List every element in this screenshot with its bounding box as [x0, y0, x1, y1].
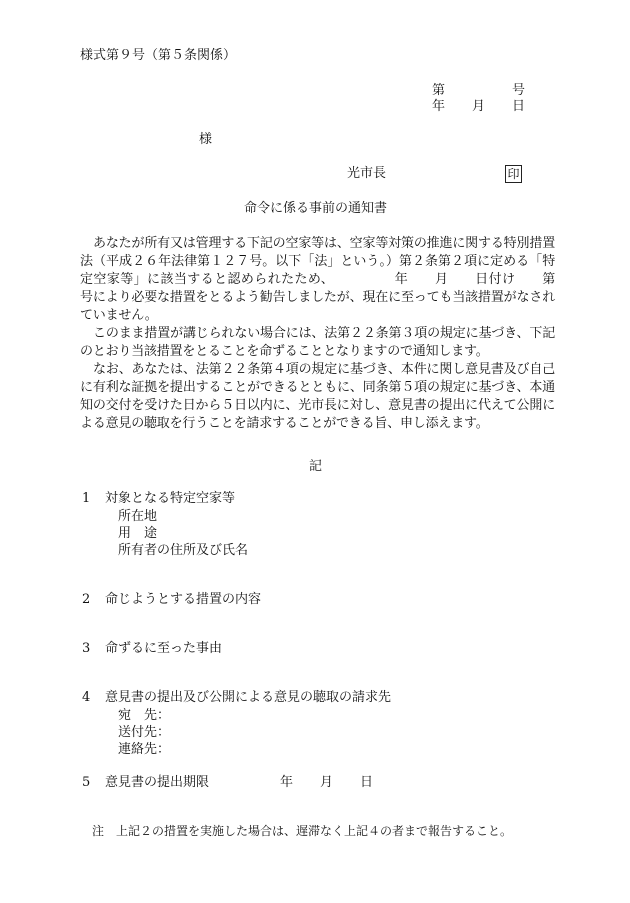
- section-3-title: 命ずるに至った事由: [105, 641, 223, 656]
- section-5-year: 年: [280, 775, 294, 790]
- note-text: 上記２の措置を実施した場合は、遅滞なく上記４の者まで報告すること。: [116, 824, 513, 838]
- section-1-item-usage: 用 途: [118, 526, 158, 541]
- date-month: 月: [472, 99, 486, 114]
- section-5-number: 5: [82, 775, 91, 790]
- section-5-month: 月: [320, 775, 334, 790]
- body-paragraph-1: あなたが所有又は管理する下記の空家等は、空家等対策の推進に関する特別措置法（平成２６年法律第１２７号。以下「法」という。）第２条第２項に定める「特定空家等」に該当すると認められたため、 年 月 日付け 第 号により必要な措置をとるよう勧告しましたが、現在に至っても当該措置がなされていません。: [80, 236, 607, 323]
- form-number: 様式第９号（第５条関係）: [80, 48, 237, 63]
- section-2-number: 2: [82, 592, 91, 607]
- section-1-item-owner: 所有者の住所及び氏名: [118, 543, 249, 558]
- section-2-title: 命じようとする措置の内容: [105, 592, 262, 607]
- section-4-item-contact: 連絡先：: [118, 742, 171, 757]
- addressee-suffix: 様: [199, 132, 213, 147]
- section-4-title: 意見書の提出及び公開による意見の聴取の請求先: [105, 690, 392, 705]
- section-4-number: 4: [82, 690, 91, 705]
- body-paragraph-2: このまま措置が講じられない場合には、法第２２条第３項の規定に基づき、下記のとおり当該措置をとることを命ずることとなりますので通知します。: [80, 326, 555, 359]
- page-title: 命令に係る事前の通知書: [244, 201, 388, 216]
- section-4-item-send-to: 送付先：: [118, 725, 171, 740]
- body-paragraph-3: なお、あなたは、法第２２条第４項の規定に基づき、本件に関し意見書及び自己に有利な証拠を提出することができるとともに、同条第５項の規定に基づき、本通知の交付を受けた日から５日以内に、光市長に対し、意見書の提出に代えて公開による意見の聴取を行うことを請求することができる旨、申し添えます。: [80, 362, 555, 431]
- seal-box: 印: [505, 165, 522, 183]
- section-1-item-location: 所在地: [118, 509, 158, 524]
- ki-heading: 記: [309, 459, 323, 474]
- document-number-suffix: 号: [512, 83, 526, 98]
- date-day: 日: [512, 99, 526, 114]
- section-3-number: 3: [82, 641, 91, 656]
- section-5-day: 日: [360, 775, 374, 790]
- section-1-title: 対象となる特定空家等: [105, 491, 236, 506]
- section-1-number: 1: [82, 491, 91, 506]
- document-number-label: 第: [432, 83, 446, 98]
- section-4-item-addressee: 宛 先：: [118, 708, 171, 723]
- issuer: 光市長: [347, 166, 387, 181]
- section-5-title: 意見書の提出期限: [105, 775, 210, 790]
- note-label: 注: [92, 824, 105, 838]
- date-year: 年: [432, 99, 446, 114]
